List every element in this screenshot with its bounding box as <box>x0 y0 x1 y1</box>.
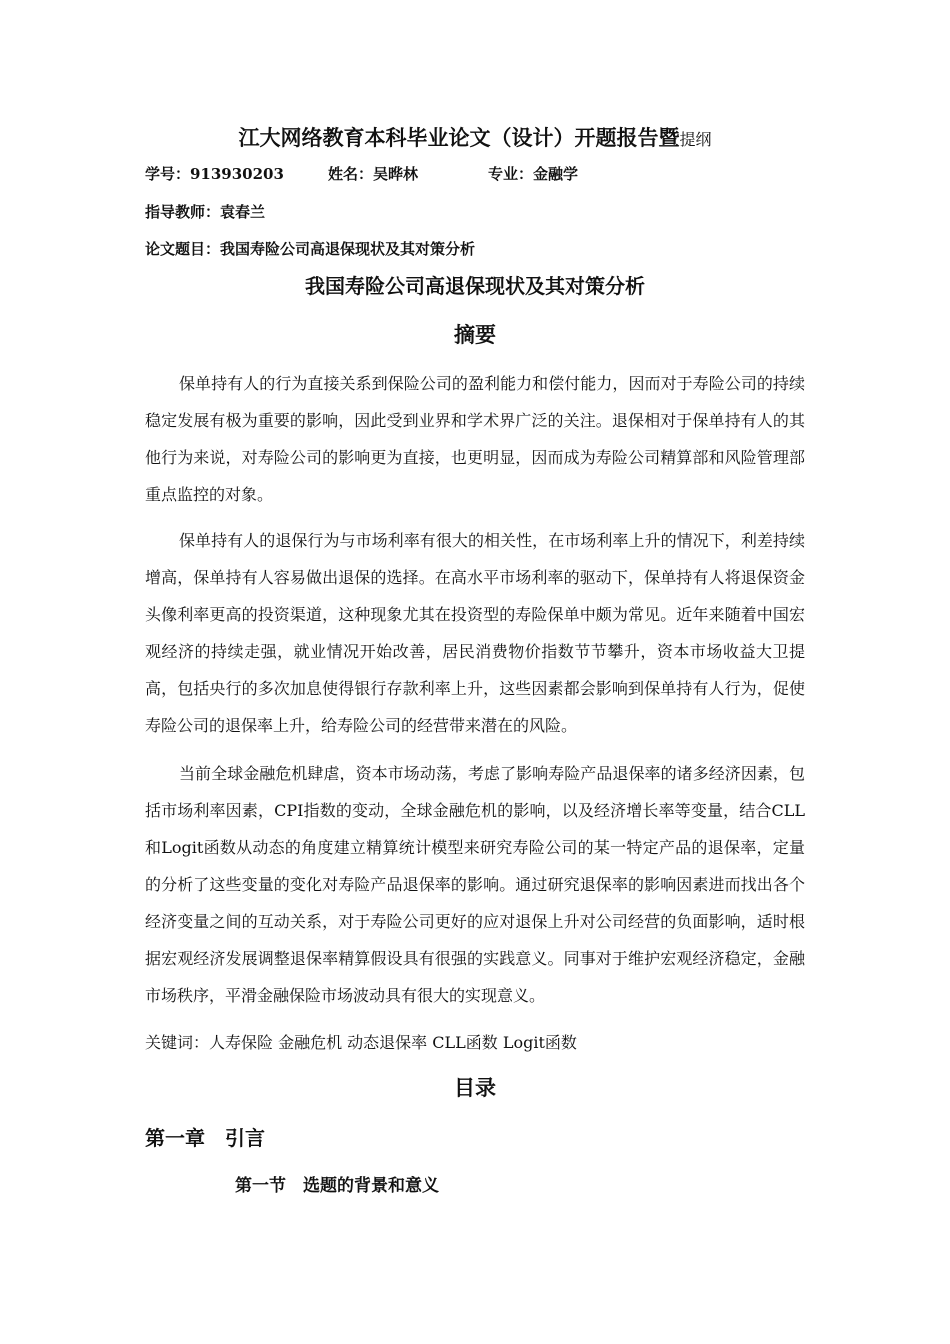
document-title <box>0 124 950 154</box>
abstract-heading: 摘要 <box>454 322 496 347</box>
student-name: 姓名：吴晔林 <box>328 165 419 183</box>
document-title-main: 江大网络教育本科毕业论文（设计）开题报告暨 <box>238 125 680 150</box>
keywords: 关键词：人寿保险 金融危机 动态退保率 CLL函数 Logit函数 <box>145 1033 577 1052</box>
abstract-paragraph: 保单持有人的行为直接关系到保险公司的盈利能力和偿付能力，因而对于寿险公司的持续稳定发展有极为重要的影响，因此受到业界和学术界广泛的关注。退保相对于保单持有人的其他行为来说，对寿险公司的影响更为直接，也更明显，因而成为寿险公司精算部和风险管理部重点监控的对象。 <box>145 374 805 504</box>
advisor: 指导教师：袁春兰 <box>145 203 266 221</box>
toc-section-1-1: 第一节 选题的背景和意义 <box>235 1176 439 1196</box>
document-title-suffix: 提纲 <box>679 130 712 149</box>
thesis-topic: 论文题目：我国寿险公司高退保现状及其对策分析 <box>145 240 476 258</box>
student-major: 专业：金融学 <box>488 165 579 183</box>
abstract-paragraph: 当前全球金融危机肆虐，资本市场动荡，考虑了影响寿险产品退保率的诸多经济因素，包括市场利率因素，CPI指数的变动，全球金融危机的影响，以及经济增长率等变量，结合CLL和Logit函数从动态的角度建立精算统计模型来研究寿险公司的某一特定产品的退保率，定量的分析了这些变量的变化对寿险产品退保率的影响。通过研究退保率的影响因素进而找出各个经济变量之间的互动关系，对于寿险公司更好的应对退保上升对公司经营的负面影响，适时根据宏观经济发展调整退保率精算假设具有很强的实践意义。同事对于维护宏观经济稳定，金融市场秩序，平滑金融保险市场波动具有很大的实现意义。 <box>145 764 805 1005</box>
paper-title: 我国寿险公司高退保现状及其对策分析 <box>305 274 645 298</box>
abstract-paragraph: 保单持有人的退保行为与市场利率有很大的相关性，在市场利率上升的情况下，利差持续增高，保单持有人容易做出退保的选择。在高水平市场利率的驱动下，保单持有人将退保资金头像利率更高的投资渠道，这种现象尤其在投资型的寿险保单中颇为常见。近年来随着中国宏观经济的持续走强，就业情况开始改善，居民消费物价指数节节攀升，资本市场收益大卫提高，包括央行的多次加息使得银行存款利率上升，这些因素都会影响到保单持有人行为，促使寿险公司的退保率上升，给寿险公司的经营带来潜在的风险。 <box>145 531 805 735</box>
toc-chapter-1: 第一章 引言 <box>145 1126 265 1150</box>
student-id: 学号：913930203 <box>145 165 284 183</box>
toc-heading: 目录 <box>454 1075 496 1100</box>
